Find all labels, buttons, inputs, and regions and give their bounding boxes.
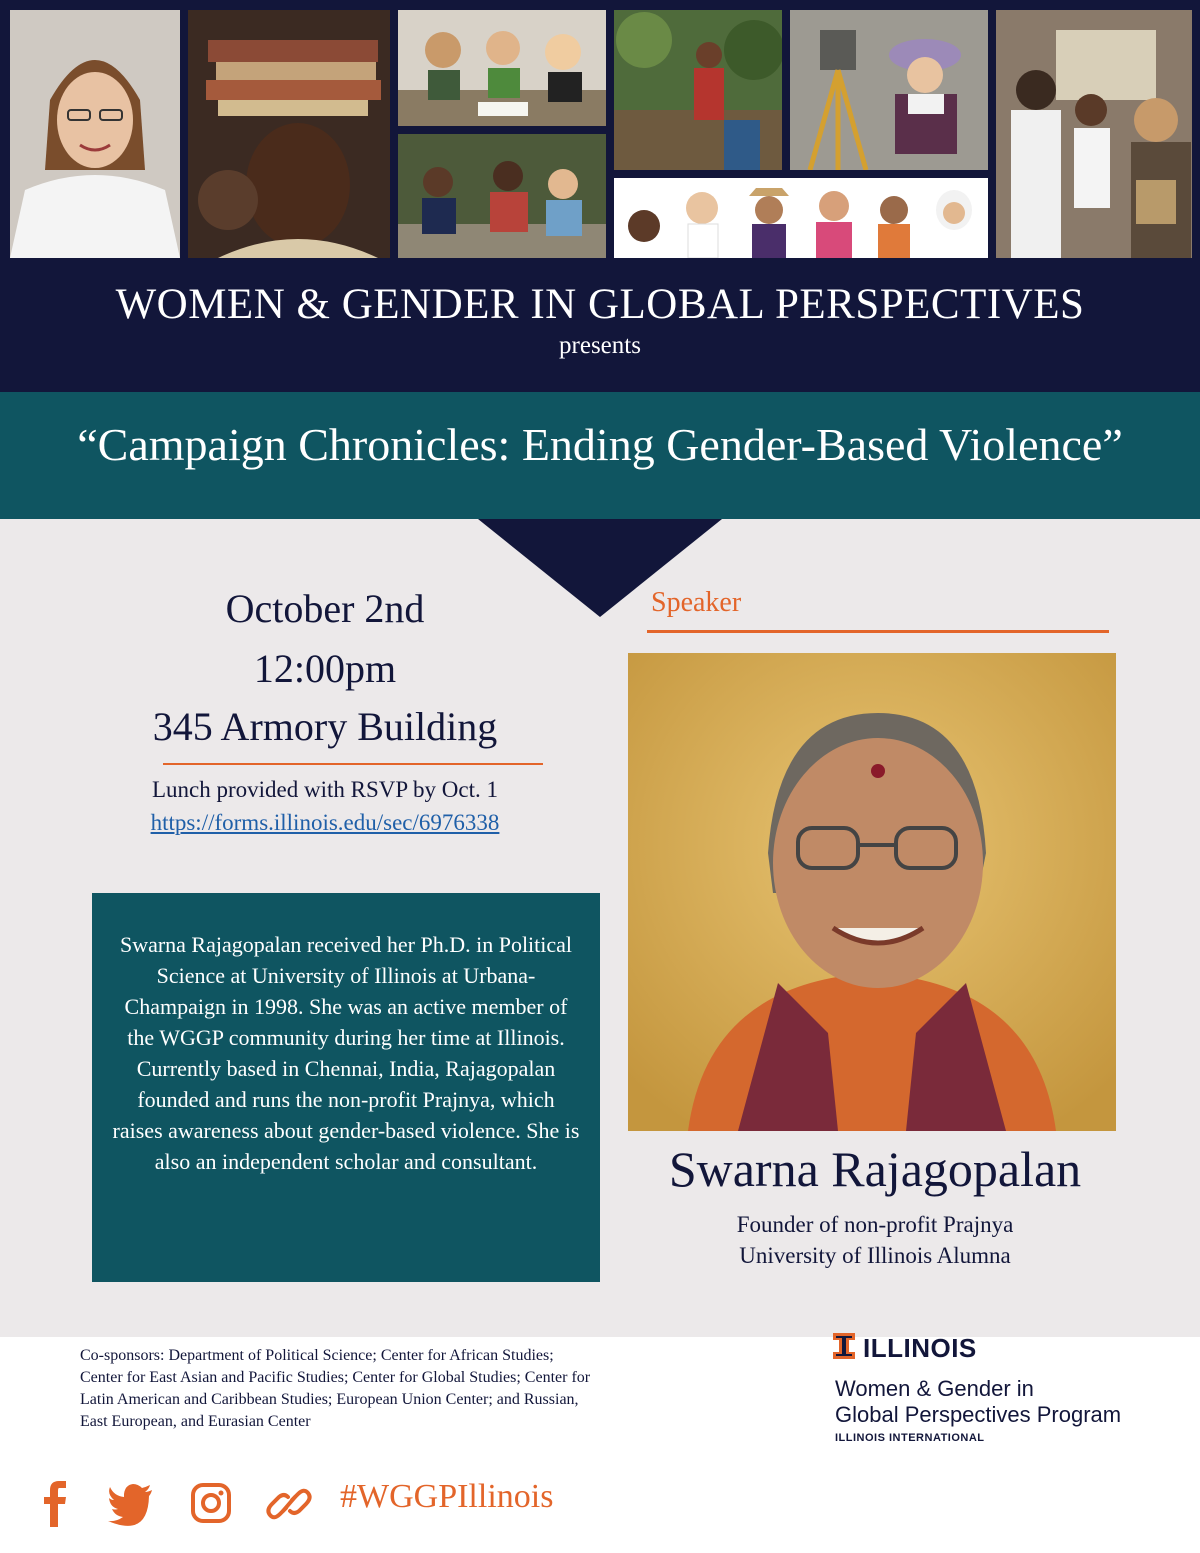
cosponsors-text: Co-sponsors: Department of Political Science; Center for African Studies; Center for East Asian and Pacific Studies; Center for Global Studies; Center for Latin American and Caribbean Studies; European Union Center; and Russian, East European, and Eurasian Center (80, 1347, 591, 1430)
hashtag[interactable]: #WGGPIllinois (340, 1478, 554, 1515)
event-title-band (0, 392, 1200, 519)
twitter-icon[interactable] (108, 1480, 154, 1528)
collage-photo-surveyor (790, 10, 988, 170)
speaker-affiliation: University of Illinois Alumna (739, 1243, 1011, 1268)
speaker-photo (628, 653, 1116, 1131)
bio-box (92, 893, 600, 1282)
instagram-icon[interactable] (190, 1480, 232, 1528)
event-time: 12:00pm (253, 646, 397, 691)
rsvp-link[interactable]: https://forms.illinois.edu/sec/6976338 (150, 810, 500, 835)
speaker-label: Speaker (651, 587, 742, 618)
collage-photo-study (398, 10, 606, 126)
collage-photo-meeting (996, 10, 1192, 258)
org-title-band (0, 262, 1200, 392)
event-title: “Campaign Chronicles: Ending Gender-Based Violence” (77, 419, 1123, 470)
program-name-line1: Women & Gender in (835, 1376, 1034, 1401)
collage-photo-forest (614, 10, 782, 170)
speaker-role: Founder of non-profit Prajnya (736, 1212, 1014, 1237)
illinois-wordmark: ILLINOIS (863, 1333, 977, 1363)
collage-photo-doctor (10, 10, 180, 258)
org-title: WOMEN & GENDER IN GLOBAL PERSPECTIVES (115, 281, 1085, 328)
speaker-name: Swarna Rajagopalan (668, 1141, 1082, 1197)
link-icon[interactable] (266, 1480, 312, 1528)
speaker-divider (647, 630, 1109, 633)
presents-text: presents (559, 332, 641, 359)
bio-text: Swarna Rajagopalan received her Ph.D. in Political Science at University of Illinois at Urbana-Champaign in 1998. She was an active member of the WGGP community during her time at Illinois. Currently based in Chennai, India, Rajagopalan founded and runs the non-profit Prajnya, which raises awareness about gender-based violence. She is also an independent scholar and consultant. (112, 932, 580, 1174)
program-name-line2: Global Perspectives Program (835, 1402, 1122, 1427)
photo-collage (0, 0, 1200, 262)
illinois-international-label: ILLINOIS INTERNATIONAL (835, 1432, 985, 1444)
event-divider (163, 763, 543, 765)
collage-photo-students (398, 134, 606, 258)
rsvp-note: Lunch provided with RSVP by Oct. 1 (151, 777, 499, 802)
collage-photo-women-worldwide (614, 178, 988, 258)
illinois-block-i-icon (833, 1333, 855, 1359)
event-date: October 2nd (225, 586, 425, 631)
event-location: 345 Armory Building (152, 704, 498, 749)
collage-photo-books (188, 10, 390, 258)
facebook-icon[interactable] (40, 1480, 70, 1528)
